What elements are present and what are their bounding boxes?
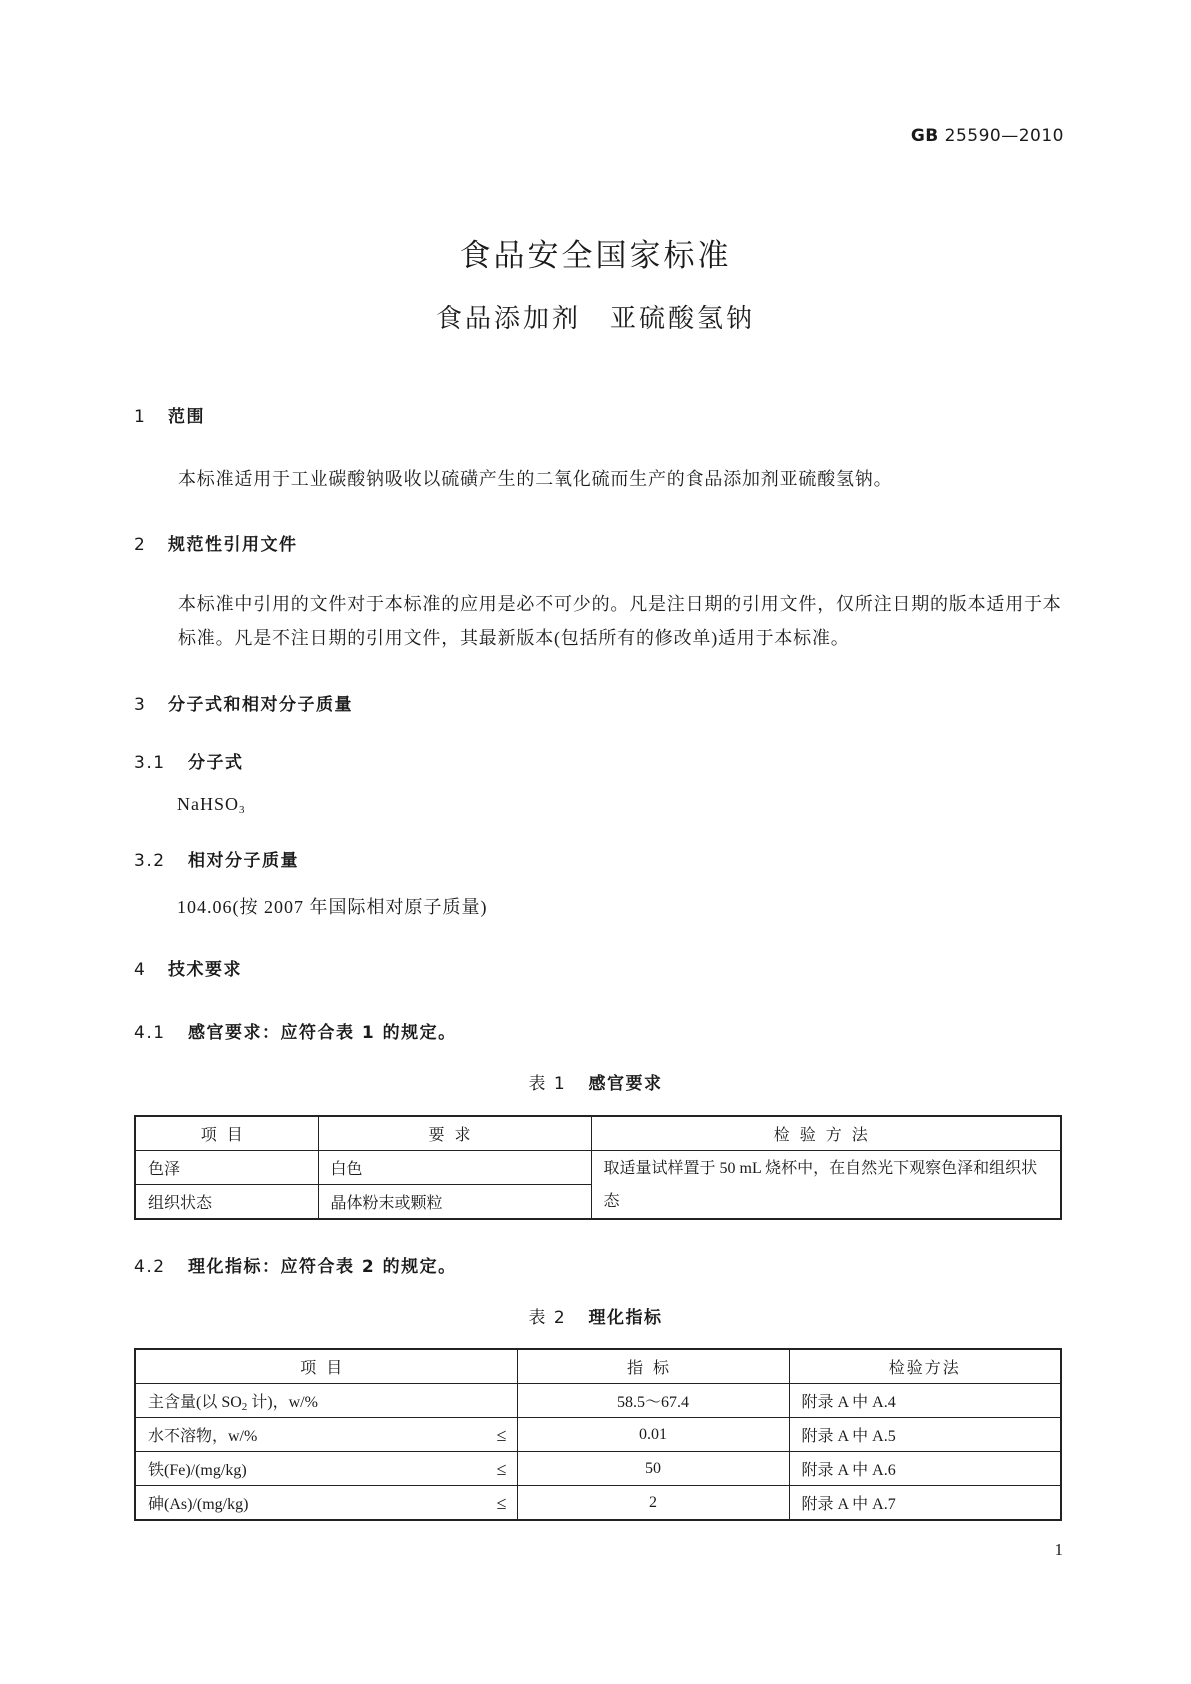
section-number: 3.2 [134, 851, 166, 871]
value-cell: 58.5～67.4 [517, 1384, 789, 1418]
section-4-1-heading [134, 1018, 457, 1043]
section-number: 3 [134, 695, 147, 715]
section-title: 分子式 [188, 753, 244, 773]
method-cell: 附录 A 中 A.4 [789, 1384, 1061, 1418]
item-cell: 主含量(以 $SO_2$ 计)，w/% [135, 1384, 517, 1418]
method-cell: 附录 A 中 A.7 [789, 1486, 1061, 1521]
column-header: 项目 [135, 1116, 318, 1151]
standard-prefix: GB [910, 126, 939, 146]
method-cell: 附录 A 中 A.6 [789, 1452, 1061, 1486]
less-equal-sign: ≤ [496, 1459, 507, 1479]
table-row [135, 1486, 1061, 1521]
page-number: 1 [1054, 1540, 1063, 1559]
section-title: 相对分子质量 [188, 851, 299, 871]
section-number: 2 [134, 535, 147, 555]
item-cell: 组织状态 [135, 1185, 318, 1220]
column-header: 指标 [517, 1349, 789, 1384]
molecular-mass: 104.06(按 2007 年国际相对原子质量) [177, 897, 488, 917]
section-title: 技术要求 [168, 960, 242, 980]
requirement-cell: 白色 [318, 1151, 591, 1185]
table-row [135, 1151, 1061, 1185]
document-title: 食品安全国家标准 [459, 238, 732, 274]
table-header-row [135, 1349, 1061, 1384]
section-number: 1 [134, 407, 147, 427]
section-3-1-heading [134, 748, 244, 773]
item-cell: 铁(Fe)/(mg/kg) ≤ [135, 1452, 517, 1486]
section-title: 规范性引用文件 [168, 535, 298, 555]
section-2-heading [134, 530, 298, 555]
section-title: 分子式和相对分子质量 [168, 695, 353, 715]
section-number: 4.2 [134, 1257, 166, 1277]
standard-number [911, 126, 1064, 146]
section-title: 理化指标：应符合表 2 的规定。 [188, 1257, 457, 1277]
section-title: 感官要求：应符合表 1 的规定。 [188, 1023, 457, 1043]
table-2-caption: 表 2 理化指标 [528, 1308, 663, 1328]
value-cell: 2 [517, 1486, 789, 1521]
document-subtitle: 食品添加剂 亚硫酸氢钠 [435, 304, 755, 334]
section-number: 3.1 [134, 753, 166, 773]
section-4-heading [134, 955, 242, 980]
value-cell: 0.01 [517, 1418, 789, 1452]
standard-code: 25590—2010 [944, 126, 1064, 146]
value-cell: 50 [517, 1452, 789, 1486]
section-2-text: 本标准中引用的文件对于本标准的应用是必不可少的。凡是注日期的引用文件，仅所注日期的版本适用于本标准。凡是不注日期的引用文件，其最新版本(包括所有的修改单)适用于本标准。 [178, 594, 1062, 648]
sensory-requirements-table [134, 1115, 1062, 1220]
column-header: 项目 [135, 1349, 517, 1384]
less-equal-sign: ≤ [496, 1493, 507, 1513]
item-cell: 色泽 [135, 1151, 318, 1185]
section-1-text: 本标准适用于工业碳酸钠吸收以硫磺产生的二氧化硫而生产的食品添加剂亚硫酸氢钠。 [178, 469, 893, 489]
column-header: 检验方法 [591, 1116, 1061, 1151]
section-4-2-heading [134, 1252, 457, 1277]
section-number: 4 [134, 960, 147, 980]
requirement-cell: 晶体粉末或颗粒 [318, 1185, 591, 1220]
item-cell: 砷(As)/(mg/kg) ≤ [135, 1486, 517, 1521]
table-1-caption: 表 1 感官要求 [528, 1074, 663, 1094]
table-row [135, 1452, 1061, 1486]
physicochemical-indicators-table [134, 1348, 1062, 1521]
column-header: 要求 [318, 1116, 591, 1151]
table-header-row [135, 1116, 1061, 1151]
item-cell: 水不溶物，w/% ≤ [135, 1418, 517, 1452]
method-cell: 附录 A 中 A.5 [789, 1418, 1061, 1452]
table-row [135, 1384, 1061, 1418]
method-cell: 取适量试样置于 50 mL 烧杯中，在自然光下观察色泽和组织状态 [591, 1151, 1061, 1220]
section-number: 4.1 [134, 1023, 166, 1043]
column-header: 检验方法 [789, 1349, 1061, 1384]
section-title: 范围 [168, 407, 205, 427]
molecular-formula: NaHSO$_3$ [177, 794, 246, 816]
section-1-heading [134, 402, 205, 427]
section-3-heading [134, 690, 353, 715]
table-row [135, 1418, 1061, 1452]
less-equal-sign: ≤ [496, 1425, 507, 1445]
section-3-2-heading [134, 846, 299, 871]
